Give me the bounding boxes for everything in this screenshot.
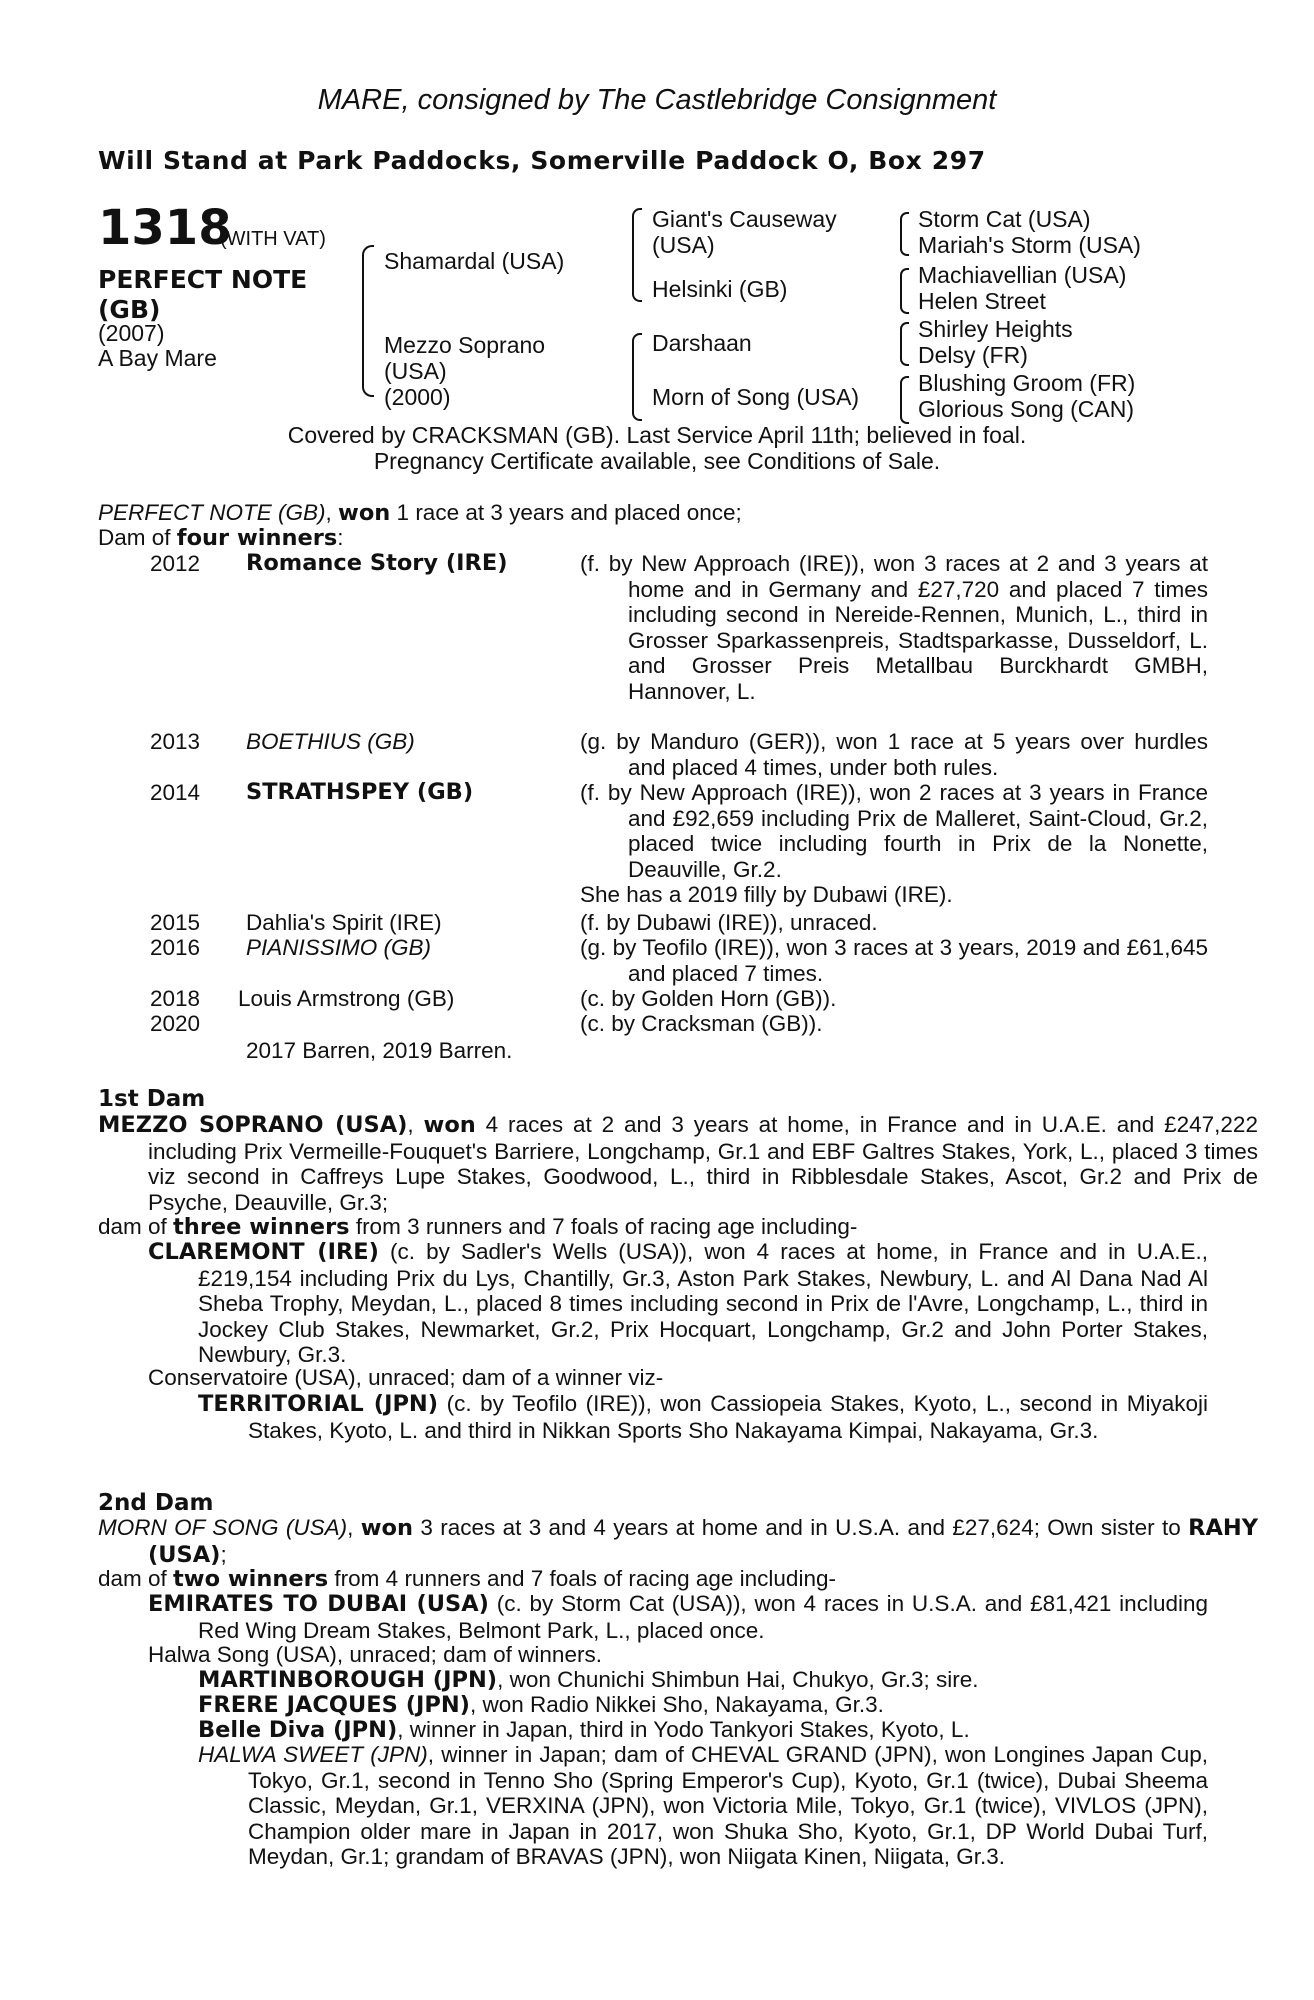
pedigree-ss-sire: Storm Cat (USA) [918, 206, 1091, 232]
progeny-year: 2012 [150, 551, 201, 576]
progeny-desc: (g. by Manduro (GER)), won 1 race at 5 years over hurdles and placed 4 times, under both rules. [580, 729, 1208, 780]
second-dam-produce-halwa-song [148, 1642, 1208, 1668]
won-label: won [360, 1515, 413, 1541]
first-dam-produce-claremont [148, 1239, 1208, 1368]
progeny-name: Romance Story (IRE) [246, 550, 508, 576]
pedigree-dd-sire: Blushing Groom (FR) [918, 370, 1136, 396]
first-dam-produce-conservatoire [148, 1365, 1208, 1391]
winners-count: two winners [173, 1566, 329, 1592]
pedigree-sd-sire: Machiavellian (USA) [918, 262, 1127, 288]
covering-note: Covered by CRACKSMAN (GB). Last Service April 11th; believed in foal. [287, 422, 1027, 448]
progeny-desc: (f. by New Approach (IRE)), won 3 races at 2 and 3 years at home and in Germany and £27,720 and placed 7 times including second in Nereide-Rennen, Munich, L., third in Grosser Sparkassenpreis, Stadtsparkasse, Dusseldorf, L. and Grosser Preis Metallbau Burckhardt GMBH, Hannover, L. [580, 551, 1208, 704]
second-dam-produce [98, 1566, 1208, 1593]
pedigree-sire-sire-line2: (USA) [652, 232, 715, 258]
progeny-year: 2018 [150, 986, 201, 1011]
pedigree-bracket-ds [900, 322, 909, 366]
won-label: won [423, 1112, 476, 1138]
pedigree-sire-sire-line1: Giant's Causeway [652, 206, 837, 232]
pedigree-dam-line1: Mezzo Soprano [384, 332, 546, 358]
progeny-name: PIANISSIMO (GB) [246, 935, 432, 960]
first-dam-produce [98, 1214, 1208, 1241]
produce-name: CLAREMONT (IRE) [148, 1239, 379, 1265]
produce-record: Conservatoire (USA), unraced; dam of a winner viz- [148, 1365, 664, 1390]
pedigree-ds-sire: Shirley Heights [918, 316, 1073, 342]
grandproduce-martinborough [198, 1667, 1208, 1694]
catalogue-heading: MARE, consigned by The Castlebridge Consignment [317, 84, 997, 116]
progeny-desc: (c. by Golden Horn (GB)). [580, 986, 837, 1011]
produce-record: (c. by Teofilo (IRE)), won Cassiopeia Stakes, Kyoto, L., second in Miyakoji Stakes, Kyoto, L. and third in Nikkan Sports Sho Nakayama Kimpai, Nakayama, Gr.3. [248, 1391, 1208, 1443]
produce-record: , won Radio Nikkei Sho, Nakayama, Gr.3. [469, 1692, 884, 1717]
horse-description: A Bay Mare [98, 345, 217, 371]
progeny-year: 2013 [150, 729, 201, 754]
produce-record: , won Chunichi Shimbun Hai, Chukyo, Gr.3; sire. [497, 1667, 979, 1692]
progeny-name: STRATHSPEY (GB) [246, 779, 474, 805]
pedigree-sire-dam: Helsinki (GB) [652, 276, 788, 302]
pedigree-ss-dam: Mariah's Storm (USA) [918, 232, 1141, 258]
dam-of-label: Dam of [98, 525, 177, 550]
colon: : [337, 525, 344, 550]
mare-record: 1 race at 3 years and placed once; [390, 500, 742, 525]
produce-record: (c. by Storm Cat (USA)), won 4 races in U.S.A. and £81,421 including Red Wing Dream Stakes, Belmont Park, L., placed once. [198, 1591, 1208, 1643]
dam-of-label: dam of [98, 1214, 174, 1239]
progeny-desc: (g. by Teofilo (IRE)), won 3 races at 3 years, 2019 and £61,645 and placed 7 times. [580, 935, 1208, 986]
produce-text: from 4 runners and 7 foals of racing age including- [328, 1566, 836, 1591]
mare-summary: PERFECT NOTE (GB), won 1 race at 3 years and placed once; [98, 500, 742, 526]
pedigree-bracket-sire [632, 208, 642, 302]
grandproduce-frere-jacques [198, 1692, 1208, 1719]
second-dam-heading: 2nd Dam [98, 1490, 214, 1516]
progeny-name: BOETHIUS (GB) [246, 729, 415, 754]
first-dam-record: MEZZO SOPRANO (USA), won 4 races at 2 and 3 years at home, in France and in U.A.E. and £247,222 including Prix Vermeille-Fouquet's Barriere, Longchamp, Gr.1 and EBF Galtres Stakes, York, L., placed 3 times viz second in Caffreys Lupe Stakes, Goodwood, L., third in Ribblesdale Stakes, Ascot, Gr.2 and Prix de Psyche, Deauville, Gr.3; [98, 1112, 1258, 1215]
produce-name: Belle Diva (JPN) [198, 1717, 398, 1743]
produce-name: HALWA SWEET (JPN) [198, 1742, 428, 1767]
pedigree-dam-sire: Darshaan [652, 330, 752, 356]
barren-note: 2017 Barren, 2019 Barren. [246, 1038, 513, 1063]
first-dam-heading: 1st Dam [98, 1086, 206, 1112]
winners-count: three winners [173, 1214, 350, 1240]
produce-text: from 3 runners and 7 foals of racing age including- [349, 1214, 858, 1239]
produce-name: MARTINBOROUGH (JPN) [198, 1667, 498, 1693]
progeny-year: 2014 [150, 780, 201, 805]
won-label: won [338, 500, 391, 526]
first-dam-grandproduce-territorial [198, 1391, 1208, 1443]
produce-record: Halwa Song (USA), unraced; dam of winners. [148, 1642, 602, 1667]
dam-of-line [98, 525, 1208, 552]
vat-note: (WITH VAT) [220, 228, 326, 250]
pedigree-dam-line3: (2000) [384, 384, 451, 410]
pedigree-bracket-main [362, 245, 374, 397]
second-dam-name: MORN OF SONG (USA) [98, 1515, 348, 1540]
first-dam-record-text: 4 races at 2 and 3 years at home, in France and in U.A.E. and £247,222 including Prix Vermeille-Fouquet's Barriere, Longchamp, Gr.1 and EBF Galtres Stakes, York, L., placed 3 times viz second in Caffreys Lupe Stakes, Goodwood, L., third in Ribblesdale Stakes, Ascot, Gr.2 and Prix de Psyche, Deauville, Gr.3; [148, 1112, 1258, 1215]
dam-of-label: dam of [98, 1566, 174, 1591]
horse-year: (2007) [98, 320, 165, 346]
progeny-desc: (f. by New Approach (IRE)), won 2 races at 3 years in France and £92,659 including Prix de Malleret, Saint-Cloud, Gr.2, placed twice including fourth in Prix de la Nonette, Deauville, Gr.2. [580, 780, 1208, 882]
produce-name: EMIRATES TO DUBAI (USA) [148, 1591, 489, 1617]
progeny-name: Dahlia's Spirit (IRE) [246, 910, 442, 935]
horse-name: PERFECT NOTE (GB) [98, 265, 308, 324]
stand-location: Will Stand at Park Paddocks, Somerville Paddock O, Box 297 [98, 146, 986, 175]
progeny-year: 2016 [150, 935, 201, 960]
grandproduce-halwa-sweet: HALWA SWEET (JPN), winner in Japan; dam of CHEVAL GRAND (JPN), won Longines Japan Cup, Tokyo, Gr.1, second in Tenno Sho (Spring Emperor's Cup), Kyoto, Gr.1 (twice), Dubai Sheema Classic, Meydan, Gr.1, VERXINA (JPN), won Victoria Mile, Tokyo, Gr.1 (twice), VIVLOS (JPN), Champion older mare in Japan in 2017, won Shuka Sho, Kyoto, Gr.1, DP World Dubai Turf, Meydan, Gr.1; grandam of BRAVAS (JPN), won Niigata Kinen, Niigata, Gr.3. [198, 1742, 1209, 1869]
pedigree-dam-line2: (USA) [384, 358, 447, 384]
pedigree-bracket-sd [900, 268, 909, 314]
progeny-note: She has a 2019 filly by Dubawi (IRE). [580, 882, 953, 907]
second-dam-record-text: 3 races at 3 and 4 years at home and in U.S.A. and £27,624; Own sister to [420, 1515, 1189, 1540]
produce-record: , winner in Japan, third in Yodo Tankyori Stakes, Kyoto, L. [397, 1717, 970, 1742]
pedigree-bracket-ss [900, 212, 909, 256]
progeny-year: 2020 [150, 1011, 201, 1036]
produce-name: FRERE JACQUES (JPN) [198, 1692, 470, 1718]
winners-count: four winners [176, 525, 338, 551]
lot-number: 1318 [98, 200, 232, 256]
pedigree-dd-dam: Glorious Song (CAN) [918, 396, 1135, 422]
progeny-desc: (f. by Dubawi (IRE)), unraced. [580, 910, 878, 935]
pedigree-bracket-dam [632, 333, 642, 421]
grandproduce-belle-diva [198, 1717, 1208, 1744]
first-dam-name: MEZZO SOPRANO (USA) [98, 1112, 408, 1138]
progeny-name: Louis Armstrong (GB) [238, 986, 455, 1011]
mare-name: PERFECT NOTE (GB) [98, 500, 326, 525]
progeny-desc: (c. by Cracksman (GB)). [580, 1011, 823, 1036]
sibling-name: RAHY (USA) [148, 1515, 1258, 1568]
pedigree-dam-dam: Morn of Song (USA) [652, 384, 860, 410]
pedigree-sire: Shamardal (USA) [384, 248, 565, 274]
pregnancy-note: Pregnancy Certificate available, see Conditions of Sale. [373, 448, 941, 474]
pedigree-ds-dam: Delsy (FR) [918, 342, 1028, 368]
produce-record: (c. by Sadler's Wells (USA)), won 4 races at home, in France and in U.A.E., £219,154 including Prix du Lys, Chantilly, Gr.3, Aston Park Stakes, Newbury, L. and Al Dana Nad Al Sheba Trophy, Meydan, L., placed 8 times including second in Prix de l'Avre, Longchamp, L., third in Jockey Club Stakes, Newmarket, Gr.2, Prix Hocquart, Longchamp, Gr.2 and John Porter Stakes, Newbury, Gr.3. [198, 1239, 1208, 1367]
pedigree-sd-dam: Helen Street [918, 288, 1046, 314]
progeny-year: 2015 [150, 910, 201, 935]
produce-name: TERRITORIAL (JPN) [198, 1391, 439, 1417]
produce-record: winner in Japan; dam of CHEVAL GRAND (JPN), won Longines Japan Cup, Tokyo, Gr.1, second in Tenno Sho (Spring Emperor's Cup), Kyoto, Gr.1 (twice), Dubai Sheema Classic, Meydan, Gr.1, VERXINA (JPN), won Victoria Mile, Tokyo, Gr.1 (twice), VIVLOS (JPN), Champion older mare in Japan in 2017, won Shuka Sho, Kyoto, Gr.1, DP World Dubai Turf, Meydan, Gr.1; grandam of BRAVAS (JPN), won Niigata Kinen, Niigata, Gr.3. [248, 1742, 1209, 1869]
second-dam-record: MORN OF SONG (USA), won 3 races at 3 and 4 years at home and in U.S.A. and £27,624; Own sister to RAHY (USA); [98, 1515, 1258, 1568]
semicolon: ; [220, 1541, 227, 1567]
second-dam-produce-emirates [148, 1591, 1208, 1643]
pedigree-bracket-dd [900, 376, 909, 424]
